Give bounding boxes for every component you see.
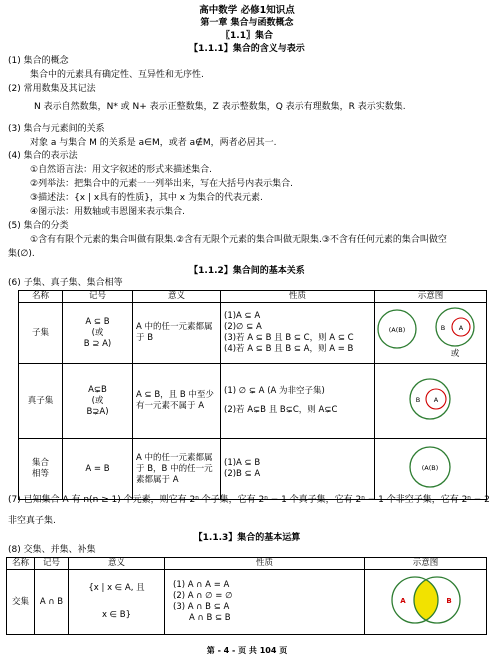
col-header: 名称 (7, 558, 35, 570)
venn-label-a: A (433, 396, 439, 404)
venn-intersection-diagram (365, 570, 487, 630)
or-label: 或 (450, 349, 460, 359)
item-4: (4) 集合的表示法 (8, 151, 78, 161)
venn-label: (A(B) (421, 464, 439, 472)
item-1-text: 集合中的元素具有确定性、互异性和无序性. (30, 70, 204, 80)
item-2-text: N 表示自然数集，N* 或 N+ 表示正整数集，Z 表示整数集，Q 表示有理数集，R 表示实数集. (34, 102, 406, 112)
cell-diagram (375, 364, 487, 439)
property-line: (2)若 A⊊B 且 B⊊C，则 A⊊C (224, 405, 338, 415)
col-header: 记号 (63, 291, 133, 303)
cell-properties (221, 364, 375, 439)
cell-diagram (375, 439, 487, 500)
col-header: 性质 (221, 291, 375, 303)
table-row (19, 439, 487, 500)
symbol-line: (或 (91, 327, 104, 338)
item-4-b: ②列举法：把集合中的元素一一列举出来，写在大括号内表示集合. (30, 179, 293, 189)
property-line: A ∩ B ⊆ B (189, 613, 231, 623)
property-line: (4)若 A ⊆ B 且 B ⊆ A，则 A = B (224, 344, 354, 354)
cell-properties (221, 439, 375, 500)
venn-label-a: A (400, 597, 406, 605)
item-2: (2) 常用数集及其记法 (8, 84, 96, 94)
property-line: (2)∅ ⊆ A (224, 322, 262, 332)
item-5-text-cont: 集(∅). (8, 249, 35, 259)
name-line: 相等 (31, 469, 49, 479)
cell-name: 真子集 (19, 364, 63, 439)
venn-subset-diagram (375, 303, 485, 359)
subsection-title-3: 【1.1.3】集合的基本运算 (193, 533, 301, 543)
section-title: 〖1.1〗集合 (221, 31, 273, 41)
cell-symbol (63, 364, 133, 439)
property-line: (1)A ⊆ B (224, 458, 261, 468)
property-line: (1)A ⊆ A (224, 311, 261, 321)
cell-symbol: A ∩ B (35, 570, 69, 635)
symbol-line: (或 (91, 395, 104, 406)
table-header-row (19, 291, 487, 303)
symbol-line: B⊋A) (86, 406, 109, 417)
item-5-text: ①含有有限个元素的集合叫做有限集.②含有无限个元素的集合叫做无限集.③不含有任何元素的集合叫做空 (30, 235, 447, 245)
property-line: (3)若 A ⊆ B 且 B ⊆ C，则 A ⊆ C (224, 333, 354, 343)
col-header: 示意图 (365, 558, 487, 570)
property-line: (2)B ⊆ A (224, 469, 261, 479)
table-row (7, 570, 487, 635)
doc-title: 高中数学 必修1知识点 (199, 5, 295, 16)
item-3-text: 对象 a 与集合 M 的关系是 a∈M，或者 a∉M，两者必居其一. (30, 138, 277, 148)
subsection-title-2: 【1.1.2】集合间的基本关系 (189, 266, 305, 276)
col-header: 性质 (165, 558, 365, 570)
cell-symbol (63, 303, 133, 364)
cell-meaning: A 中的任一元素都属于 B，B 中的任一元素都属于 A (133, 439, 221, 500)
symbol-line: B ⊇ A) (83, 338, 112, 349)
meaning-line: x ∈ B} (101, 610, 132, 620)
cell-meaning (69, 570, 165, 635)
item-7: (7) 已知集合 A 有 n(n ≥ 1) 个元素，则它有 2ⁿ 个子集，它有 2ⁿ − 1 个真子集，它有 2ⁿ − 1 个非空子集，它有 2ⁿ − 2 (8, 495, 490, 505)
col-header: 意义 (69, 558, 165, 570)
item-5: (5) 集合的分类 (8, 221, 69, 231)
item-7-cont: 非空真子集. (8, 516, 56, 526)
table-header-row (7, 558, 487, 570)
venn-label: (A(B) (388, 326, 406, 334)
cell-properties (165, 570, 365, 635)
property-line: (1) ∅ ⊊ A (A 为非空子集) (224, 386, 325, 396)
item-8: (8) 交集、并集、补集 (8, 545, 96, 555)
symbol-line: A ⊆ B (85, 316, 110, 327)
item-4-d: ④图示法：用数轴或韦恩图来表示集合. (30, 207, 185, 217)
col-header: 名称 (19, 291, 63, 303)
col-header: 记号 (35, 558, 69, 570)
chapter-title: 第一章 集合与函数概念 (200, 18, 294, 28)
item-3: (3) 集合与元素间的关系 (8, 124, 105, 134)
venn-proper-subset-diagram (375, 364, 485, 434)
item-1: (1) 集合的概念 (8, 56, 69, 66)
meaning-line: {x | x ∈ A, 且 (88, 583, 145, 593)
cell-properties (221, 303, 375, 364)
cell-diagram (375, 303, 487, 364)
cell-name: 子集 (19, 303, 63, 364)
relation-table (18, 290, 487, 500)
property-line: (1) A ∩ A = A (173, 580, 230, 590)
venn-label-b: B (440, 324, 446, 332)
item-4-a: ①自然语言法：用文字叙述的形式来描述集合. (30, 165, 212, 175)
venn-label-b: B (446, 597, 452, 605)
venn-label-b: B (415, 396, 421, 404)
name-line: 集合 (31, 458, 49, 468)
item-6: (6) 子集、真子集、集合相等 (8, 278, 123, 288)
cell-name (19, 439, 63, 500)
subsection-title-1: 【1.1.1】集合的含义与表示 (189, 44, 305, 54)
operation-table (6, 557, 487, 635)
cell-diagram (365, 570, 487, 635)
symbol-line: A⊊B (88, 384, 107, 395)
venn-label-a: A (458, 324, 464, 332)
venn-equal-diagram (375, 439, 485, 495)
cell-meaning: A 中的任一元素都属于 B (133, 303, 221, 364)
property-line: (3) A ∩ B ⊆ A (173, 602, 230, 612)
col-header: 意义 (133, 291, 221, 303)
table-row (19, 303, 487, 364)
cell-meaning: A ⊆ B，且 B 中至少有一元素不属于 A (133, 364, 221, 439)
cell-symbol: A = B (63, 439, 133, 500)
property-line: (2) A ∩ ∅ = ∅ (173, 591, 233, 601)
page-footer: 第 - 4 - 页 共 104 页 (206, 646, 288, 655)
cell-name: 交集 (7, 570, 35, 635)
col-header: 示意图 (375, 291, 487, 303)
item-4-c: ③描述法：{x | x具有的性质}，其中 x 为集合的代表元素. (30, 193, 263, 203)
table-row (19, 364, 487, 439)
